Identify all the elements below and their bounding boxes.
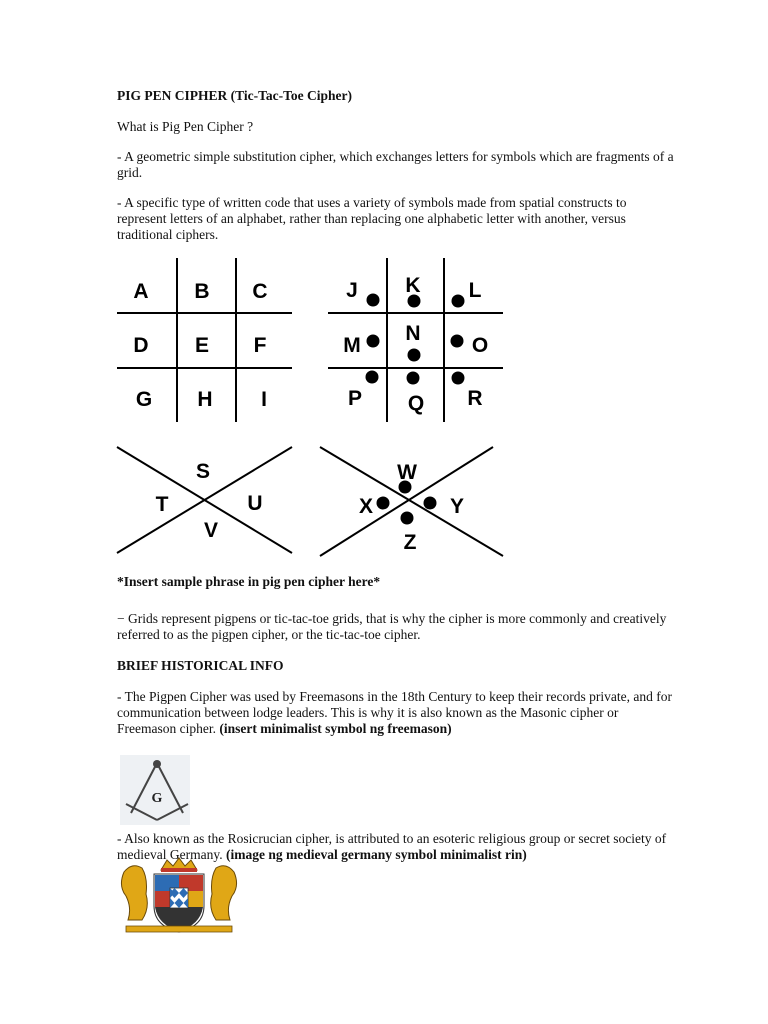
history-paragraph-1 <box>117 689 677 737</box>
grids-paragraph: − Grids represent pigpens or tic-tac-toe grids, that is why the cipher is more commonly and creatively referred to as the pigpen cipher, or the tic-tac-toe cipher. <box>117 611 667 642</box>
definition-paragraph-1: - A geometric simple substitution cipher, which exchanges letters for symbols which are fragments of a grid. <box>117 149 674 180</box>
letter-k: K <box>405 274 421 297</box>
history-heading: BRIEF HISTORICAL INFO <box>117 658 284 673</box>
letter-g: G <box>135 388 153 411</box>
history-paragraph-2-text: - Also known as the Rosicrucian cipher, is attributed to an esoteric religious group or secret society of medieval Germany. <box>117 831 667 862</box>
letter-l: L <box>468 279 482 302</box>
bavarian-coat-of-arms-icon <box>117 858 241 934</box>
letter-q: Q <box>407 392 425 415</box>
history-paragraph-2 <box>117 831 677 863</box>
letter-z: Z <box>403 531 417 554</box>
letter-n: N <box>405 322 421 345</box>
letter-u: U <box>247 492 263 515</box>
letter-v: V <box>203 519 219 542</box>
letter-a: A <box>133 280 149 303</box>
insert-note: *Insert sample phrase in pig pen cipher here* <box>117 574 381 589</box>
letter-t: T <box>155 493 169 516</box>
letter-p: P <box>347 387 363 410</box>
letter-y: Y <box>449 495 465 518</box>
masonic-letter: G <box>151 791 163 806</box>
masonic-square-compass-icon <box>120 755 190 825</box>
letter-e: E <box>194 334 210 357</box>
letter-x: X <box>358 495 374 518</box>
question-text: What is Pig Pen Cipher ? <box>117 119 254 134</box>
letter-j: J <box>346 279 358 302</box>
letter-b: B <box>194 280 210 303</box>
letter-w: W <box>397 461 417 484</box>
letter-d: D <box>133 334 149 357</box>
letter-m: M <box>343 334 361 357</box>
letter-f: F <box>253 334 267 357</box>
history-paragraph-1-note: (insert minimalist symbol ng freemason) <box>219 721 452 736</box>
definition-paragraph-2: - A specific type of written code that uses a variety of symbols made from spatial constructs to represent letters of an alphabet, rather than replacing one alphabetic letter with another, versus traditional ciphers. <box>117 195 627 242</box>
letter-s: S <box>195 460 211 483</box>
letter-i: I <box>261 388 267 411</box>
letter-o: O <box>471 334 489 357</box>
letter-r: R <box>467 387 483 410</box>
history-paragraph-1-text: - The Pigpen Cipher was used by Freemasons in the 18th Century to keep their records private, and for communication between lodge leaders. This is why it is also known as the Masonic cipher or Freemason cipher. <box>117 689 672 736</box>
history-paragraph-2-note: (image ng medieval germany symbol minimalist rin) <box>225 847 527 862</box>
page-title: PIG PEN CIPHER (Tic-Tac-Toe Cipher) <box>117 88 353 103</box>
letter-c: C <box>252 280 268 303</box>
letter-h: H <box>197 388 213 411</box>
